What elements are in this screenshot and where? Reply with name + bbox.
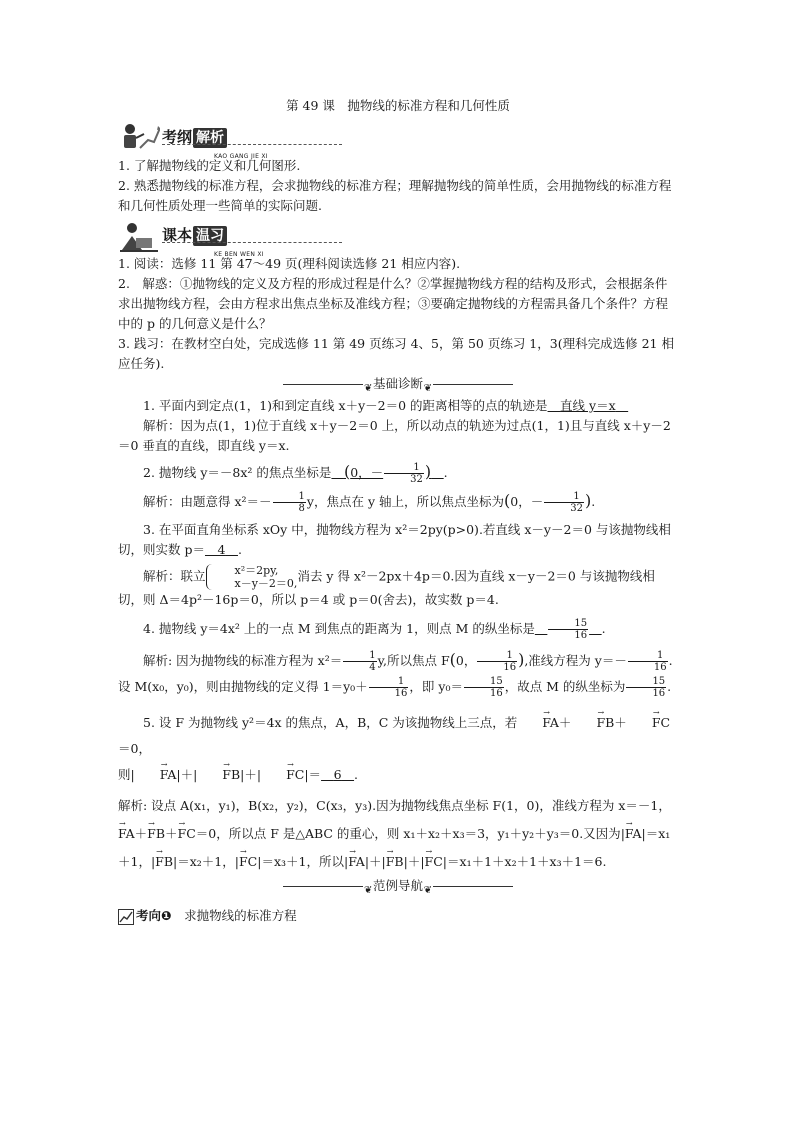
review-item-3: 3. 践习：在教材空白处，完成选修 11 第 49 页练习 4、5，第 50 页练习 1，3(理科完成选修 21 相应任务). xyxy=(118,336,674,371)
trend-chart-icon xyxy=(118,909,134,925)
ornament-icon: ❦ xyxy=(423,383,432,394)
question-5: 5. 设 F 为抛物线 y²＝4x 的焦点，A，B，C 为该抛物线上三点，若→ FA＋→ FB＋→ FC＝0， 则|→ FA|＋|→ FB|＋|→ FC|＝ 6 . xyxy=(118,710,678,788)
section-badge: 温习 xyxy=(193,226,227,246)
solution-2: 解析：由题意得 x²＝－ $\frac{1}{8}$ y，焦点在 y 轴上，所以焦点坐标为(0，－ $\frac{1}{32}$ ). xyxy=(143,491,596,514)
section-badge: 解析 xyxy=(193,128,227,148)
answer-1: 直线 y＝x xyxy=(560,398,616,413)
section-header-review xyxy=(118,220,678,258)
question-4: 4. 抛物线 y＝4x² 上的一点 M 到焦点的距离为 1，则点 M 的纵坐标是 $\frac{15}{16}$ . xyxy=(143,618,606,641)
solution-5: 解析: 设点 A(x₁，y₁)，B(x₂，y₂)，C(x₃，y₃).因为抛物线焦点坐标 F(1，0)，准线方程为 x＝－1，→ FA＋→ FB＋→ FC＝0，所以点 F 是△ABC 的重心，则 x₁＋x₂＋x₃＝3，y₁＋y₂＋y₃＝0.又因为|→ FA|＝x₁＋1，|→ FB|＝x₂＋1，|→ FC|＝x₃＋1，所以|→ FA|＋|→ FB|＋|→ FC|＝x₁＋1＋x₂＋1＋x₃＋1＝6. xyxy=(118,792,678,876)
section-header-outline xyxy=(118,122,678,160)
answer-3: 4 xyxy=(217,542,226,557)
divider-examples: ❦ 范例导航 ❦ xyxy=(118,876,678,898)
question-3: 3. 在平面直角坐标系 xOy 中，抛物线方程为 x²＝2py(p>0).若直线 x－y－2＝0 与该抛物线相切，则实数 p＝ 4 . xyxy=(118,522,671,557)
section-label: 考纲 xyxy=(162,128,193,146)
review-item-2: 2. 解惑：①抛物线的定义及方程的形成过程是什么？②掌握抛物线方程的结构及形式，会根据条件求出抛物线方程，会由方程求出焦点坐标及准线方程；③要确定抛物线的方程需具备几个条件？方程中的 p 的几何意义是什么？ xyxy=(118,276,669,331)
divider-basic-diagnosis: ❦ 基础诊断 ❦ xyxy=(118,374,678,396)
ornament-icon: ❦ xyxy=(364,885,373,896)
section-pinyin: KE BEN WEN XI xyxy=(214,251,264,258)
ornament-icon: ❦ xyxy=(423,885,432,896)
outline-item-2: 2. 熟悉抛物线的标准方程，会求抛物线的标准方程；理解抛物线的简单性质，会用抛物线的标准方程和几何性质处理一些简单的实际问题. xyxy=(118,178,672,213)
reader-mascot-icon xyxy=(118,220,160,254)
equation-system: x²＝2py, x－y－2＝0, xyxy=(206,564,298,590)
answer-5: 6 xyxy=(333,767,342,782)
solution-3: 解析：联立 x²＝2py, x－y－2＝0, 消去 y 得 x²－2px＋4p＝0.因为直线 x－y－2＝0 与该抛物线相切，则 Δ＝4p²－16p＝0，所以 p＝4 或 p＝0(舍去)，故实数 p＝4. xyxy=(118,564,655,607)
mascot-icon xyxy=(118,122,160,156)
outline-item-1: 1. 了解抛物线的定义和几何图形. xyxy=(118,158,301,173)
solution-4: 解析: 因为抛物线的标准方程为 x²＝ $\frac{1}{4}$ y,所以焦点 F(0， $\frac{1}{16}$ ),准线方程为 y＝－ $\frac{1}{16}$ .设 M(x₀，y₀)，则由抛物线的定义得 1＝y₀＋ $\frac{1}{16}$ ，即 y₀＝ $\frac{15}{16}$ ，故点 M 的纵坐标为 $\frac{15}{16}$ . xyxy=(118,650,673,699)
section-rule xyxy=(162,144,342,145)
ornament-icon: ❦ xyxy=(364,383,373,394)
solution-1: 解析：因为点(1，1)位于直线 x＋y－2＝0 上，所以动点的轨迹为过点(1，1)且与直线 x＋y－2＝0 垂直的直线，即直线 y＝x. xyxy=(118,418,671,453)
question-1: 1. 平面内到定点(1，1)和到定直线 x＋y－2＝0 的距离相等的点的轨迹是 直线 y＝x xyxy=(143,398,616,413)
section-pinyin: KAO GANG JIE XI xyxy=(214,153,268,160)
page-title: 第 49 课 抛物线的标准方程和几何性质 xyxy=(286,98,510,113)
section-label: 课本 xyxy=(162,226,193,244)
topic-heading: 考向❶ 求抛物线的标准方程 xyxy=(118,906,678,930)
question-2: 2. 抛物线 y＝－8x² 的焦点坐标是 (0，－ $\frac{1}{32}$ ) . xyxy=(143,462,448,485)
document-page xyxy=(118,96,678,930)
section-rule xyxy=(162,242,342,243)
review-item-1: 1. 阅读：选修 11 第 47～49 页(理科阅读选修 21 相应内容). xyxy=(118,256,461,271)
